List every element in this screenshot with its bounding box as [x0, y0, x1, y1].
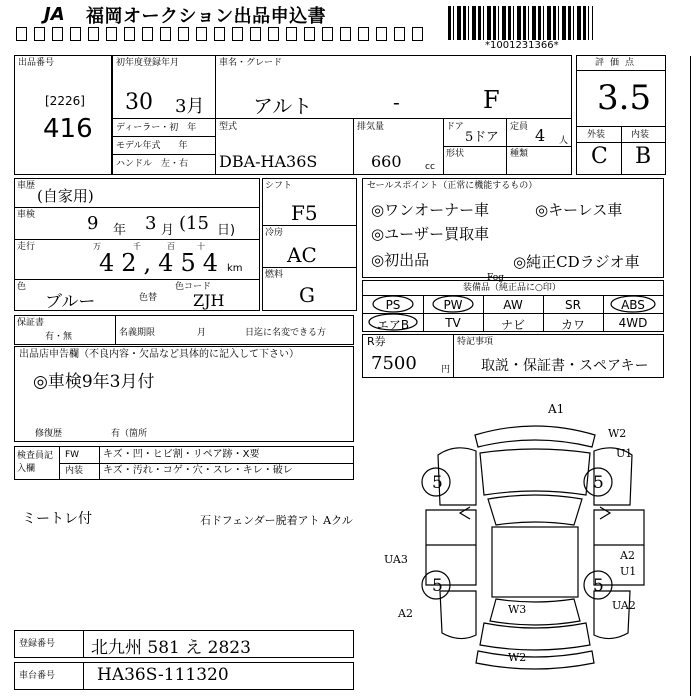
digit-juu: 十 — [197, 242, 205, 251]
checkbox[interactable] — [178, 27, 189, 41]
declaration-label: 出品店申告欄（不良内容・欠品など具体的に記入して下さい） — [19, 349, 299, 360]
color-label: 色 — [17, 282, 27, 292]
notes-value: 取説・保証書・スペアキー — [481, 358, 649, 374]
history-label: 車歴 — [17, 181, 36, 191]
inspector-interior-items: キズ・汚れ・コゲ・穴・スレ・キレ・破レ — [103, 465, 293, 476]
notes-label: 特記事項 — [457, 337, 494, 347]
registration-box — [14, 630, 354, 658]
recycle-label: R券 — [367, 335, 386, 348]
car-name-label: 車名・グレード — [219, 58, 283, 68]
checkbox[interactable] — [106, 27, 117, 41]
checkbox[interactable] — [232, 27, 243, 41]
mark-u1-right: U1 — [620, 565, 637, 578]
inspection-year: 9 — [87, 213, 99, 234]
first-reg-year: 30 — [125, 90, 153, 115]
expiry-month-label: 月 — [197, 328, 207, 338]
checkbox[interactable] — [88, 27, 99, 41]
checkbox[interactable] — [196, 27, 207, 41]
warranty-options: 有・無 — [45, 332, 73, 342]
lot-sub-number: [2226] — [45, 94, 85, 108]
registration-value: 北九州 581 え 2823 — [91, 638, 251, 658]
equip-airbag: エアB — [376, 318, 410, 332]
chassis-box — [14, 662, 354, 690]
exterior-grade: C — [591, 144, 608, 169]
interior-label: 内装 — [631, 130, 650, 140]
checkbox[interactable] — [250, 27, 261, 41]
equip-tv: TV — [445, 316, 461, 330]
mark-w2-bottom: W2 — [508, 651, 527, 664]
inspector-label: 検査員記入欄 — [17, 451, 54, 474]
inspection-month: 3 — [145, 213, 157, 234]
sales-point-item: ◎ワンオーナー車 — [371, 201, 490, 219]
checkbox[interactable] — [394, 27, 405, 41]
sales-points-label: セールスポイント（正常に機能するもの） — [367, 181, 538, 191]
equip-navi: ナビ — [500, 318, 525, 332]
interior-grade: B — [635, 144, 652, 169]
warranty-label: 保証書 — [17, 318, 45, 328]
checkbox[interactable] — [322, 27, 333, 41]
first-reg-month: 3月 — [175, 96, 205, 117]
equipment-box — [362, 273, 664, 332]
lot-number: 416 — [43, 114, 93, 144]
car-damage-diagram — [380, 395, 690, 690]
color-code-value: ZJH — [193, 291, 225, 310]
equip-ps: PS — [385, 298, 401, 312]
equipment-circles — [363, 295, 663, 331]
equip-abs: ABS — [621, 298, 645, 312]
lot-box — [14, 55, 112, 175]
cc-unit: cc — [425, 162, 435, 172]
mark-ua3: UA3 — [384, 553, 408, 566]
digit-hyaku: 百 — [167, 242, 175, 251]
barcode — [448, 6, 593, 40]
aircon-label: 冷房 — [265, 228, 284, 238]
sales-point-item: ◎キーレス車 — [535, 201, 623, 219]
hue-label: 色替 — [139, 293, 158, 303]
expiry-label: 名義期限 — [119, 328, 156, 338]
mark-ua2: UA2 — [612, 599, 636, 612]
model-type-label: 型式 — [219, 122, 238, 132]
checkbox[interactable] — [70, 27, 81, 41]
form-title: 福岡オークション出品申込書 — [86, 6, 327, 27]
history-value: (自家用) — [37, 187, 94, 205]
mileage-unit: km — [227, 263, 243, 274]
shift-label: シフト — [265, 181, 293, 191]
checkbox[interactable] — [304, 27, 315, 41]
sales-point-item: ◎初出品 — [371, 251, 430, 269]
checkbox[interactable] — [124, 27, 135, 41]
tire-fl-mark: 5 — [432, 473, 443, 493]
equip-aw: AW — [503, 298, 523, 312]
car-grade: F — [483, 86, 500, 114]
door-label: ドア — [446, 122, 464, 132]
mark-u1-top: U1 — [616, 447, 633, 460]
inspector-note-right: 石ドフェンダー脱着アト Aクル — [200, 514, 353, 527]
inspection-year-unit: 年 — [113, 223, 127, 238]
inspection-label: 車検 — [17, 210, 36, 220]
color-value: ブルー — [45, 292, 96, 312]
lot-label: 出品番号 — [18, 58, 55, 68]
recycle-unit: 円 — [441, 365, 451, 375]
aircon-value: AC — [287, 243, 317, 267]
mark-w3: W3 — [508, 603, 527, 616]
checkbox[interactable] — [340, 27, 351, 41]
equip-pw: PW — [443, 298, 463, 312]
digit-sen: 千 — [133, 242, 141, 251]
checkbox[interactable] — [268, 27, 279, 41]
mark-w2-top: W2 — [608, 427, 627, 440]
inspector-fw-head: FW — [65, 450, 80, 460]
fuel-label: 燃料 — [265, 270, 284, 280]
capacity-label: 定員 — [510, 122, 529, 132]
dealer-label: ディーラー・初 年 — [116, 123, 197, 133]
checkbox[interactable] — [34, 27, 45, 41]
chassis-value: HA36S-111320 — [97, 665, 229, 685]
rating-score: 3.5 — [597, 78, 652, 118]
checkbox[interactable] — [142, 27, 153, 41]
rating-label: 評価点 — [595, 58, 641, 68]
page-edge — [690, 56, 691, 696]
equipment-note: Fog — [487, 273, 504, 283]
declaration-value: ◎車検9年3月付 — [33, 372, 155, 392]
sales-point-item: ◎純正CDラジオ車 — [513, 253, 640, 271]
first-reg-label: 初年度登録年月 — [116, 58, 180, 68]
recycle-value: 7500 — [371, 353, 417, 374]
mark-a1: A1 — [548, 402, 565, 416]
model-type-value: DBA-HA36S — [219, 152, 318, 171]
equip-leather: カワ — [560, 318, 585, 332]
color-code-label: 色コード — [175, 282, 212, 292]
digit-man: 万 — [93, 242, 101, 251]
mark-a2-right: A2 — [620, 549, 635, 562]
tire-rr-mark: 5 — [593, 576, 604, 596]
sales-points-box — [362, 178, 664, 278]
fuel-value: G — [299, 283, 315, 307]
kind-label: 種類 — [510, 149, 529, 159]
sales-point-item: ◎ユーザー買取車 — [371, 225, 490, 243]
exterior-label: 外装 — [587, 130, 606, 140]
equip-sr: SR — [565, 298, 581, 312]
tire-fr-mark: 5 — [593, 473, 604, 493]
checkbox[interactable] — [160, 27, 171, 41]
equipment-label: 装備品（純正品に○印） — [463, 283, 561, 293]
checkbox[interactable] — [16, 27, 27, 41]
shape-label: 形状 — [446, 149, 465, 159]
door-value: 5ドア — [465, 130, 499, 145]
barcode-number: *1001231366* — [485, 40, 559, 51]
displacement-value: 660 — [371, 152, 402, 171]
handle-label: ハンドル 左・右 — [116, 159, 189, 169]
capacity-value: 4 — [535, 126, 546, 145]
warranty-box — [14, 315, 354, 345]
inspection-day-unit: 日) — [217, 223, 236, 238]
mileage-label: 走行 — [17, 242, 36, 252]
inspector-interior-head: 内装 — [65, 466, 84, 476]
repair-label: 修復歴 — [35, 429, 63, 439]
history-box — [14, 178, 260, 311]
shift-box — [262, 178, 357, 311]
brand-logo: JA — [44, 4, 65, 25]
model-year-label: モデル年式 年 — [116, 141, 188, 151]
declaration-box — [14, 346, 354, 442]
inspection-month-unit: 月 — [161, 223, 175, 238]
checkbox[interactable] — [412, 27, 423, 41]
checkbox[interactable] — [286, 27, 297, 41]
repair-options: 有（箇所 — [111, 429, 148, 439]
chassis-label: 車台番号 — [19, 671, 56, 681]
inspection-day: (15 — [179, 213, 209, 234]
displacement-label: 排気量 — [357, 122, 385, 132]
equip-4wd: 4WD — [618, 316, 648, 330]
tire-rl-mark: 5 — [432, 576, 443, 596]
checkbox[interactable] — [52, 27, 63, 41]
capacity-unit: 人 — [559, 136, 569, 146]
car-name-dash: - — [393, 90, 400, 114]
checkbox[interactable] — [358, 27, 369, 41]
recycle-notes-box — [362, 334, 664, 378]
registration-label: 登録番号 — [19, 639, 56, 649]
inspector-box — [14, 446, 354, 480]
rating-box — [576, 55, 666, 175]
checkbox[interactable] — [376, 27, 387, 41]
shift-value: F5 — [291, 201, 318, 225]
vehicle-box — [112, 55, 572, 175]
inspector-note-left: ミートレ付 — [22, 511, 92, 527]
transfer-label: 日迄に名変できる方 — [245, 328, 327, 338]
mark-a2-left: A2 — [398, 607, 413, 620]
car-name: アルト — [253, 94, 313, 118]
mileage-value: 42,454 — [99, 249, 225, 277]
inspector-fw-items: キズ・凹・ヒビ割・リペア跡・X要 — [103, 449, 260, 460]
checkbox[interactable] — [214, 27, 225, 41]
